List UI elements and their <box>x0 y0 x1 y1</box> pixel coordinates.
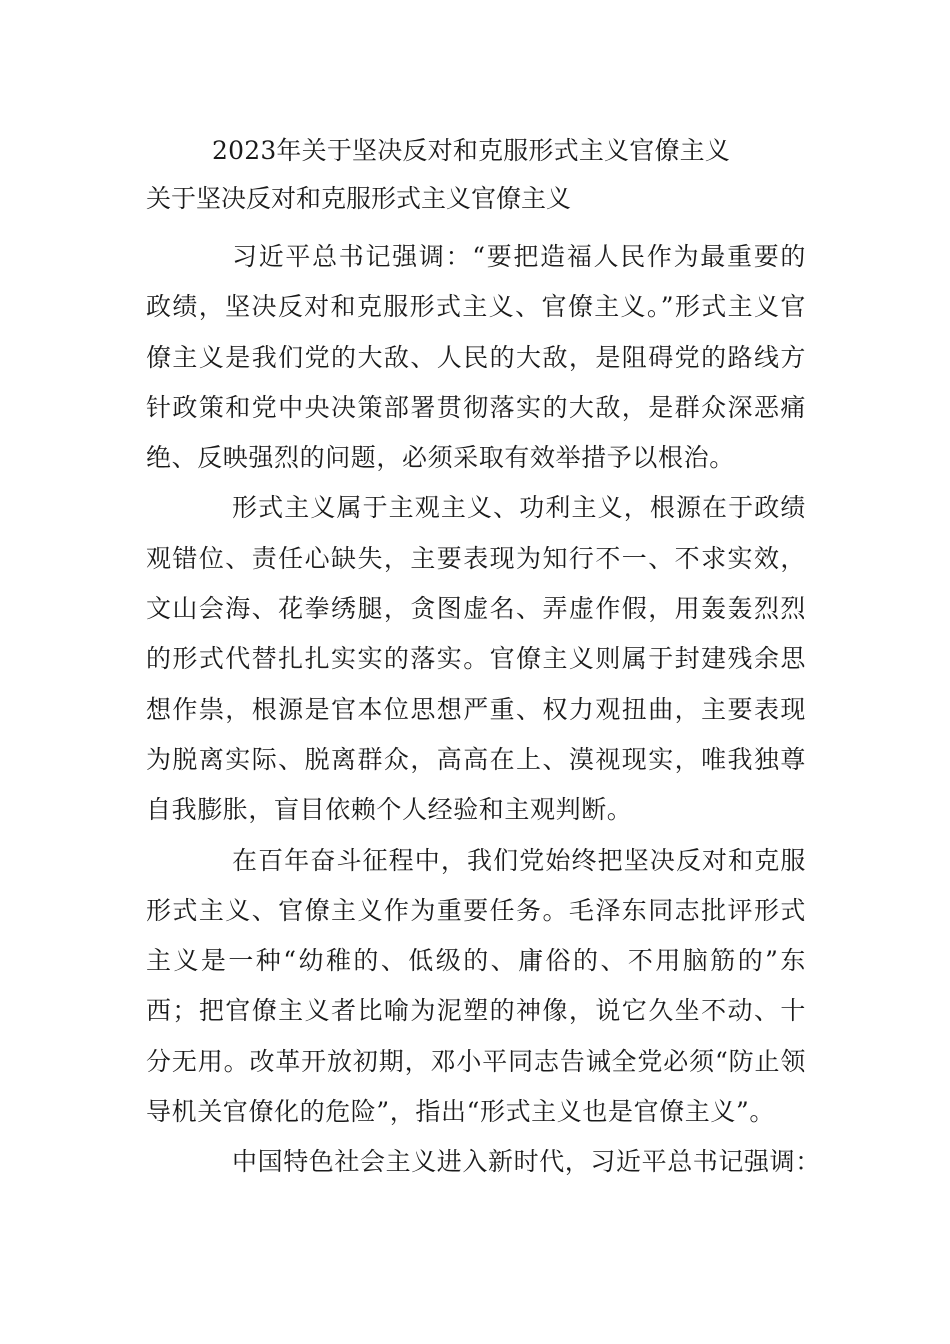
document-subtitle: 关于坚决反对和克服形式主义官僚主义 <box>146 184 572 213</box>
paragraph-1: 习近平总书记强调：“要把造福人民作为最重要的政绩，坚决反对和克服形式主义、官僚主义。”形式主义官僚主义是我们党的大敌、人民的大敌，是阻碍党的路线方针政策和党中央决策部署贯彻落实的大敌，是群众深恶痛绝、反映强烈的问题，必须采取有效举措予以根治。 <box>146 242 806 473</box>
document-body <box>146 232 821 1188</box>
paragraph-3: 在百年奋斗征程中，我们党始终把坚决反对和克服形式主义、官僚主义作为重要任务。毛泽东同志批评形式主义是一种“幼稚的、低级的、庸俗的、不用脑筋的”东西；把官僚主义者比喻为泥塑的神像，说它久坐不动、十分无用。改革开放初期，邓小平同志告诫全党必须“防止领导机关官僚化的危险”，指出“形式主义也是官僚主义”。 <box>146 845 806 1127</box>
paragraph-2: 形式主义属于主观主义、功利主义，根源在于政绩观错位、责任心缺失，主要表现为知行不一、不求实效，文山会海、花拳绣腿，贪图虚名、弄虚作假，用轰轰烈烈的形式代替扎扎实实的落实。官僚主义则属于封建残余思想作祟，根源是官本位思想严重、权力观扭曲，主要表现为脱离实际、脱离群众，高高在上、漠视现实，唯我独尊自我膨胀，盲目依赖个人经验和主观判断。 <box>146 493 806 825</box>
document-title: 2023年关于坚决反对和克服形式主义官僚主义 <box>212 136 731 165</box>
paragraph-4: 中国特色社会主义进入新时代，习近平总书记强调： <box>232 1147 821 1177</box>
